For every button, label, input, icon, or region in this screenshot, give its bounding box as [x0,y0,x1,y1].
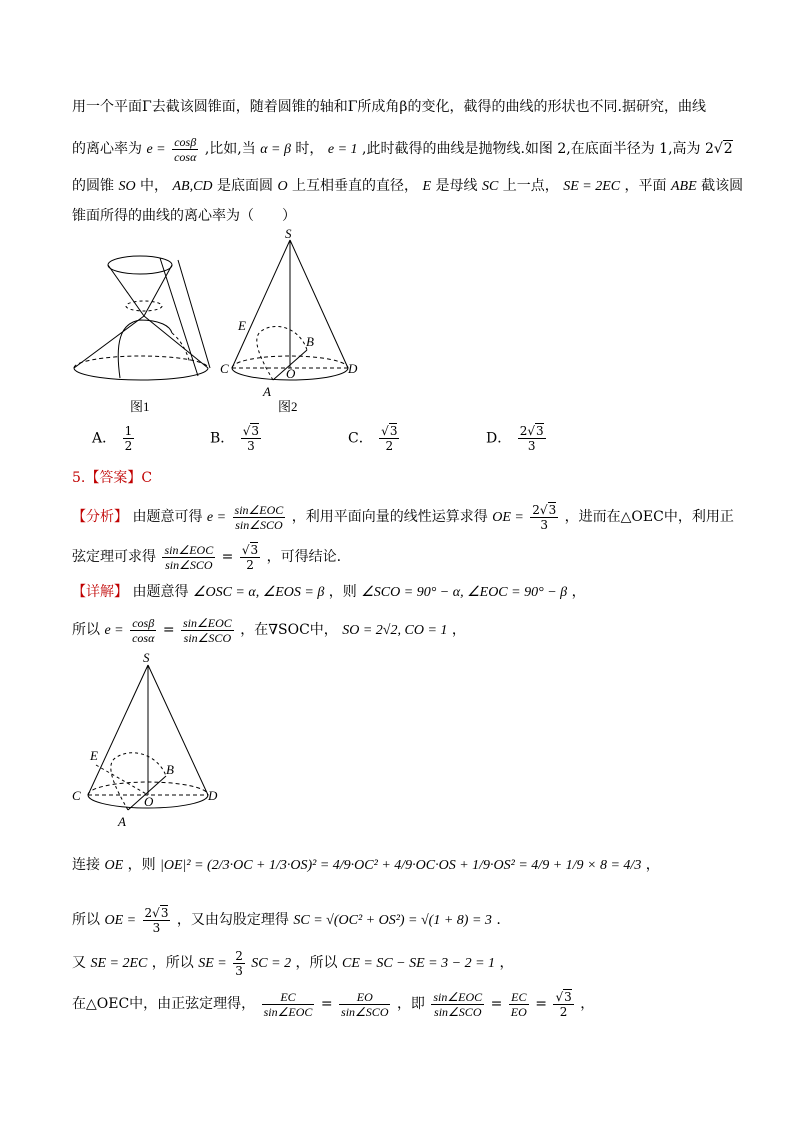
problem-text: 是母线 [435,178,478,194]
numerator: sin∠EOC [234,502,284,517]
math-ABCD: AB,CD [172,179,213,194]
detail-line-1 [72,582,586,603]
fraction-EO [339,990,390,1019]
numerator: 2√3 [532,502,557,517]
problem-text: 上一点， [502,178,559,194]
math-expr: α = β [260,142,291,157]
equals: = [490,996,503,1012]
sqrt-value: 3 [564,989,572,1004]
fraction-sin [233,503,286,532]
fig2-caption: 图2 [278,399,298,414]
label-C: C [220,361,229,376]
label-S: S [285,228,292,241]
math-O: O [277,179,288,194]
denominator: 3 [152,920,161,935]
fraction-sqrt3-2 [553,990,573,1019]
fraction-sin [181,616,234,645]
detail-text: 连接 [72,857,100,873]
math-ABE: ABE [671,179,697,194]
denominator: 3 [540,517,549,532]
numerator: sin∠EOC [164,542,214,557]
analysis-line-1 [72,500,734,535]
denominator: sin∠SCO [183,630,232,645]
math-OE: OE = [104,913,137,928]
problem-text: 截该圆 [701,178,744,194]
numerator: √3 [555,989,572,1004]
figure-3-cone [70,650,240,835]
coef: 2 [532,502,540,517]
math-SC: SC [481,179,499,194]
label-A: A [263,384,271,399]
math-expr: e = 1 [327,142,358,157]
option-D-fraction [518,424,546,453]
fraction-cos [130,616,156,645]
equals: = [162,622,175,638]
denominator: EO [510,1004,527,1019]
math-SE: SE = [198,956,227,971]
detail-text: ，则 [328,584,357,600]
detail-text: ，又由勾股定理得 [176,912,289,928]
fraction-sin [431,990,484,1019]
problem-text: ,比如,当 [204,141,256,157]
numerator: √3 [242,424,260,438]
sqrt-2: 2 [723,141,733,157]
fig1-caption: 图1 [130,399,150,414]
option-C-fraction [379,424,399,453]
fig2-point-labels [220,228,358,399]
problem-text: 锥面所得的曲线的离心率为（ ） [72,208,296,224]
figure-2-cone [232,240,348,380]
math-SE: SC = 2 [251,956,292,971]
coef: 2 [519,424,528,438]
fig3-SD-line [148,665,208,795]
label-A: A [118,814,126,829]
denominator: 3 [235,963,243,978]
option-D [486,424,548,453]
problem-line-3 [72,176,743,197]
numerator: √3 [381,424,398,438]
label-E: E [90,748,98,763]
denominator: cosα [132,630,155,645]
denominator: 2 [559,1004,568,1019]
fraction-OE [530,503,558,532]
fig3-SC-line [88,665,148,795]
detail-text: 所以 [72,622,100,638]
denominator: sin∠EOC [263,1004,313,1019]
sqrt-value: 3 [389,424,398,438]
denominator: 3 [527,439,536,453]
numerator: 2√3 [519,424,544,438]
detail-line-6 [72,986,594,1022]
analysis-tag: 【分析】 [72,509,128,525]
label-O: O [286,366,296,381]
math-e: e = [104,623,124,638]
numerator: EC [262,990,315,1005]
math-SC: SC = √(OC² + OS²) = √(1 + 8) = 3 [293,913,492,928]
label-B: B [306,334,314,349]
math-angles: ∠OSC = α, ∠EOS = β [192,585,325,600]
label-O: O [144,794,154,809]
detail-text: ， [645,857,660,873]
detail-line-3 [72,855,660,876]
option-A [92,424,136,453]
fig2-SD-line [290,240,348,368]
fraction-EC [262,990,315,1019]
detail-text: 所以 [72,912,100,928]
fig3-section-curve [111,753,166,810]
denominator: 2 [385,439,394,453]
problem-text: 时， [295,141,324,157]
math-so-co: SO = 2√2, CO = 1 [342,623,448,638]
problem-text: ，平面 [624,178,667,194]
coef: 2 [144,905,153,920]
option-label: C． [348,430,373,447]
sqrt-value: 3 [548,502,557,517]
fig1-lower-right-line [144,316,208,368]
denominator: 3 [247,439,255,453]
fig2-SC-line [232,240,290,368]
fraction-cos [172,135,198,164]
numerator: sin∠EOC [433,989,483,1004]
math-SE: SE = 2EC [563,179,621,194]
numerator: EC [509,990,529,1005]
math-SO: SO [118,179,136,194]
numerator: cosβ [172,135,198,150]
fig1-section-dashed [172,333,190,363]
problem-text: 中， [140,178,169,194]
problem-line-2: 的离心率为 e = $\frac{\cos\beta}{\cos\alpha}$ ,比如,当 α = β 时， e = 1 ,此时截得的曲线是抛物线.如图 2,在底面半径为 1,高为 2√2 [72,134,733,164]
detail-text: ，即 [396,996,425,1012]
answer-line [72,468,152,488]
option-A-fraction [123,424,135,453]
numerator: 1 [124,424,133,438]
detail-text: 在△OEC中，由正弦定理得， [72,996,256,1012]
denominator: 2 [246,557,254,572]
fraction-sqrt3-2 [240,543,260,572]
denominator: sin∠SCO [235,517,283,532]
numerator: 2 [235,948,243,963]
label-C: C [72,788,81,803]
detail-text: ， [571,584,586,600]
denominator: 2 [124,439,133,453]
label-S: S [143,650,150,665]
option-C [348,424,401,453]
detail-text: ，所以 [151,955,194,971]
detail-text: ，则 [127,857,156,873]
detail-tag: 【详解】 [72,584,128,600]
option-label: B． [210,430,235,447]
math-OE: OE = [492,510,524,525]
denominator: sin∠SCO [434,1004,482,1019]
option-B [210,424,263,453]
equals: = [320,996,333,1012]
problem-line-1 [72,97,706,117]
math-CE: CE = SC − SE = 3 − 2 = 1 [342,956,496,971]
math-e: e = [206,510,227,525]
numerator: cosβ [130,616,156,631]
label-B: B [166,762,174,777]
equals: = [535,996,547,1012]
detail-text: ， [451,622,466,638]
fraction-OE [143,906,171,935]
problem-text: ,此时截得的曲线是抛物线.如图 2,在底面半径为 1,高为 2 [362,141,714,157]
fraction-2-3 [233,949,245,978]
denominator: sin∠SCO [341,1004,389,1019]
detail-text: ，所以 [295,955,338,971]
problem-text: 的离心率为 [72,141,142,157]
detail-line-2 [72,612,466,649]
analysis-text: ，利用平面向量的线性运算求得 [291,509,488,525]
analysis-text: 弦定理可求得 [72,549,156,565]
detail-text: . [496,912,501,928]
equals: = [221,549,234,565]
math-OE: OE [104,858,124,873]
label-E: E [238,318,246,333]
sqrt-value: 3 [251,424,260,438]
detail-text: 又 [72,955,86,971]
label-D: D [348,361,358,376]
analysis-text: ，进而在△OEC中，利用正 [564,509,734,525]
figure-1-cone [74,256,210,380]
fraction-sin [162,543,215,572]
problem-text: 是底面圆 [217,178,273,194]
fig1-lower-left-line [74,316,144,368]
math-E: E [422,179,432,194]
fig1-base-back [74,356,208,368]
detail-text: ， [580,996,595,1012]
numerator: 2√3 [144,905,169,920]
sqrt-value: 3 [535,424,544,438]
analysis-text: 由题意可得 [132,509,203,525]
fig1-plane-edge-2 [178,260,210,368]
problem-line-4 [72,206,296,226]
math-e: e = [146,142,166,157]
denominator: cosα [174,149,197,164]
option-label: D． [486,430,512,447]
detail-text: 由题意得 [132,584,189,600]
problem-text: 上互相垂直的直径， [292,178,419,194]
fig1-mid-ellipse [126,301,162,311]
denominator: sin∠SCO [165,557,213,572]
answer-label: 5.【答案】C [72,470,153,486]
problem-text: 的圆锥 [72,178,114,194]
option-label: A． [92,430,117,447]
sqrt-value: 3 [160,905,169,920]
math-vector-expansion: |OE|² = (2/3·OC + 1/3·OS)² = 4/9·OC² + 4/9·OC·OS + 1/9·OS² = 4/9 + 1/9 × 8 = 4/3 [160,858,642,873]
fraction-EC-EO [509,990,529,1019]
analysis-text: ，可得结论. [266,549,342,565]
problem-text: 用一个平面Γ去截该圆锥面，随着圆锥的轴和Γ所成角β的变化，截得的曲线的形状也不同.据研究，曲线 [72,99,706,115]
detail-text: ， [499,955,514,971]
detail-line-4 [72,902,501,939]
label-D: D [208,788,218,803]
numerator: EO [339,990,390,1005]
detail-line-5 [72,946,513,981]
sqrt-value: 3 [250,542,259,557]
figures-1-2 [60,228,380,423]
option-B-fraction [241,424,261,453]
fig3-EO-line [96,765,148,795]
fig1-base-front [74,368,208,380]
numerator: sin∠EOC [183,615,232,630]
detail-text: ，在∇SOC中， [240,622,338,638]
analysis-line-2 [72,540,341,574]
math-SE: SE = 2EC [90,956,148,971]
numerator: √3 [241,542,259,557]
math-angles: ∠SCO = 90° − α, ∠EOC = 90° − β [361,585,568,600]
